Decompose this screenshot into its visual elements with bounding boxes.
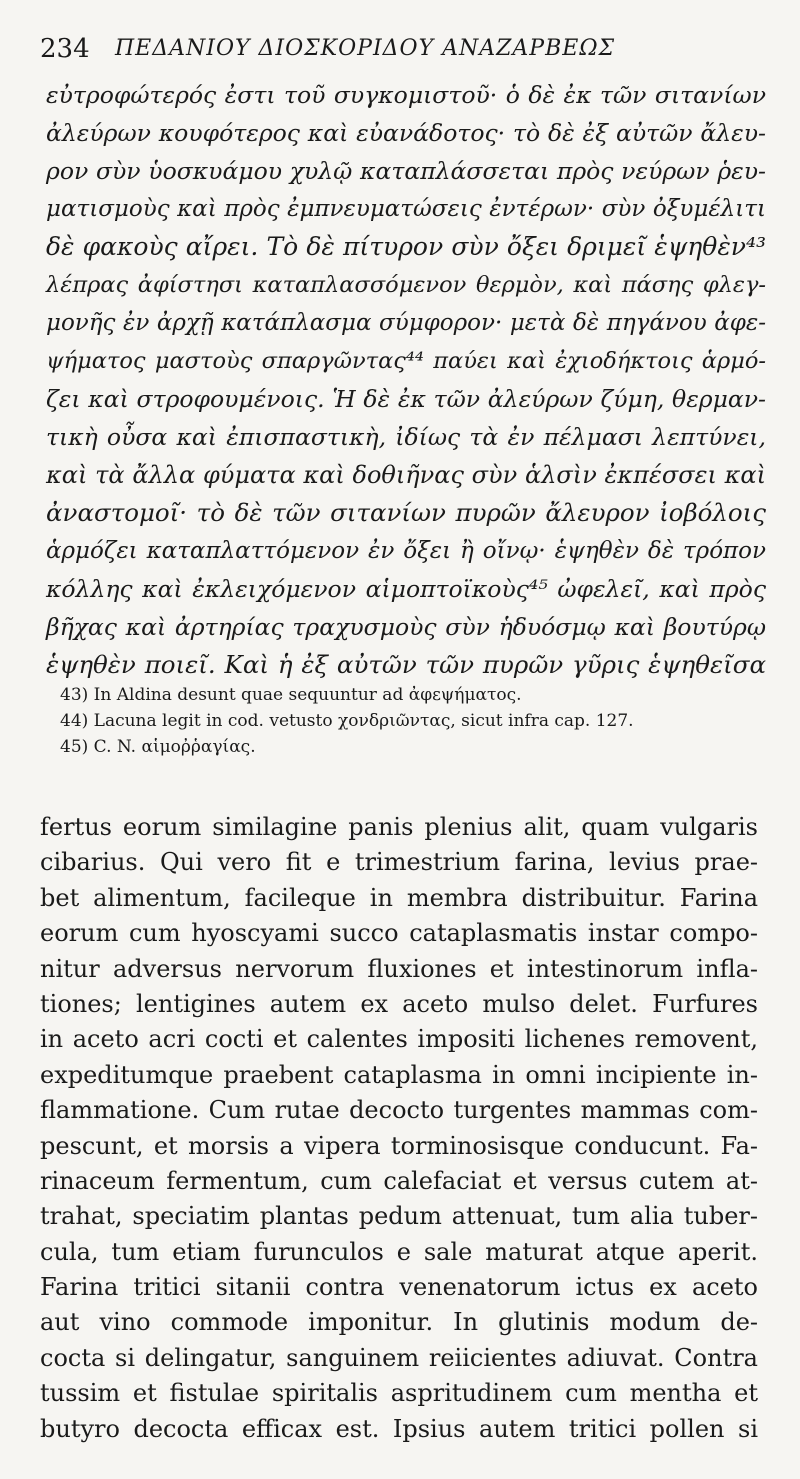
footnote-45: 45) C. N. αἱμοῤῥαγίας. xyxy=(60,737,256,757)
greek-text-block xyxy=(46,76,766,684)
greek-line: λέπρας ἀφίστησι καταπλασσόμενον θερμὸν, καὶ πάσης φλεγ- xyxy=(46,272,766,298)
latin-line: cibarius. Qui vero fit e trimestrium farina, levius prae- xyxy=(40,848,758,877)
footnotes xyxy=(60,682,760,760)
greek-line: ἑψηθὲν ποιεῖ. Καὶ ἡ ἐξ αὐτῶν τῶν πυρῶν γῦρις ἑψηθεῖσα xyxy=(46,650,766,679)
page-header xyxy=(40,20,780,70)
page-number: 234 xyxy=(40,34,90,64)
latin-line: expeditumque praebent cataplasma in omni incipiente in- xyxy=(40,1060,758,1089)
latin-line: tiones; lentigines autem ex aceto mulso delet. Furfures xyxy=(40,989,758,1018)
latin-text-block xyxy=(40,810,758,1447)
latin-line: rinaceum fermentum, cum calefaciat et versus cutem at- xyxy=(40,1166,758,1195)
latin-line: butyro decocta efficax est. Ipsius autem tritici pollen si xyxy=(40,1414,758,1443)
latin-line: cocta si delingatur, sanguinem reiicientes adiuvat. Contra xyxy=(40,1343,758,1372)
latin-line: tussim et fistulae spiritalis aspritudinem cum mentha et xyxy=(40,1379,758,1408)
greek-line: βῆχας καὶ ἀρτηρίας τραχυσμοὺς σὺν ἡδυόσμῳ καὶ βουτύρῳ xyxy=(46,613,766,641)
latin-line: trahat, speciatim plantas pedum attenuat, tum alia tuber- xyxy=(40,1202,758,1231)
latin-line: bet alimentum, facileque in membra distribuitur. Farina xyxy=(40,883,758,912)
latin-line: nitur adversus nervorum fluxiones et intestinorum infla- xyxy=(40,954,758,983)
latin-line: flammatione. Cum rutae decocto turgentes mammas com- xyxy=(40,1096,758,1125)
running-title: ΠΕΔΑΝΙΟΥ ΔΙΟΣΚΟΡΙΔΟΥ ΑΝΑΖΑΡΒΕΩΣ xyxy=(115,36,616,61)
greek-line: μονῆς ἐν ἀρχῇ κατάπλασμα σύμφορον· μετὰ δὲ πηγάνου ἀφε- xyxy=(46,310,766,336)
greek-line: ζει καὶ στροφουμένοις. Ἡ δὲ ἐκ τῶν ἀλεύρων ζύμη, θερμαν- xyxy=(46,385,766,413)
greek-line: ἀναστομοῖ· τὸ δὲ τῶν σιτανίων πυρῶν ἄλευρον ἰοβόλοις xyxy=(46,498,766,527)
latin-line: Farina tritici sitanii contra venenatorum ictus ex aceto xyxy=(40,1273,758,1302)
footnote-43: 43) In Aldina desunt quae sequuntur ad ἀφεψήματος. xyxy=(60,685,522,705)
greek-line: τικὴ οὖσα καὶ ἐπισπαστικὴ, ἰδίως τὰ ἐν πέλμασι λεπτύνει, xyxy=(46,423,766,451)
greek-line: καὶ τὰ ἄλλα φύματα καὶ δοθιῆνας σὺν ἁλσὶν ἐκπέσσει καὶ xyxy=(46,461,766,489)
greek-line: ἀλεύρων κουφότερος καὶ εὐανάδοτος· τὸ δὲ ἐξ αὐτῶν ἄλευ- xyxy=(46,119,766,147)
greek-line: ψήματος μαστοὺς σπαργῶντας⁴⁴ παύει καὶ ἐχιοδήκτοις ἁρμό- xyxy=(46,348,766,374)
greek-line: ρον σὺν ὑοσκυάμου χυλῷ καταπλάσσεται πρὸς νεύρων ῥευ- xyxy=(46,157,766,185)
latin-line: eorum cum hyoscyami succo cataplasmatis instar compo- xyxy=(40,919,758,948)
greek-line: εὐτροφώτερός ἐστι τοῦ συγκομιστοῦ· ὁ δὲ ἐκ τῶν σιτανίων xyxy=(46,81,766,109)
latin-line: in aceto acri cocti et calentes impositi lichenes removent, xyxy=(40,1025,758,1054)
greek-line: ματισμοὺς καὶ πρὸς ἐμπνευματώσεις ἐντέρων· σὺν ὀξυμέλιτι xyxy=(46,196,766,222)
greek-line: κόλλης καὶ ἐκλειχόμενον αἱμοπτοϊκοὺς⁴⁵ ὠφελεῖ, καὶ πρὸς xyxy=(46,575,766,603)
footnote-44: 44) Lacuna legit in cod. vetusto χονδριῶντας, sicut infra cap. 127. xyxy=(60,711,634,731)
latin-line: aut vino commode imponitur. In glutinis modum de- xyxy=(40,1308,758,1337)
latin-line: fertus eorum similagine panis plenius alit, quam vulgaris xyxy=(40,813,758,841)
greek-line: δὲ φακοὺς αἴρει. Τὸ δὲ πίτυρον σὺν ὄξει δριμεῖ ἑψηθὲν⁴³ xyxy=(46,232,766,261)
greek-line: ἁρμόζει καταπλαττόμενον ἐν ὄξει ἢ οἴνῳ· ἑψηθὲν δὲ τρόπον xyxy=(46,538,766,564)
latin-line: cula, tum etiam furunculos e sale maturat atque aperit. xyxy=(40,1237,758,1266)
latin-line: pescunt, et morsis a vipera torminosisque conducunt. Fa- xyxy=(40,1131,758,1160)
